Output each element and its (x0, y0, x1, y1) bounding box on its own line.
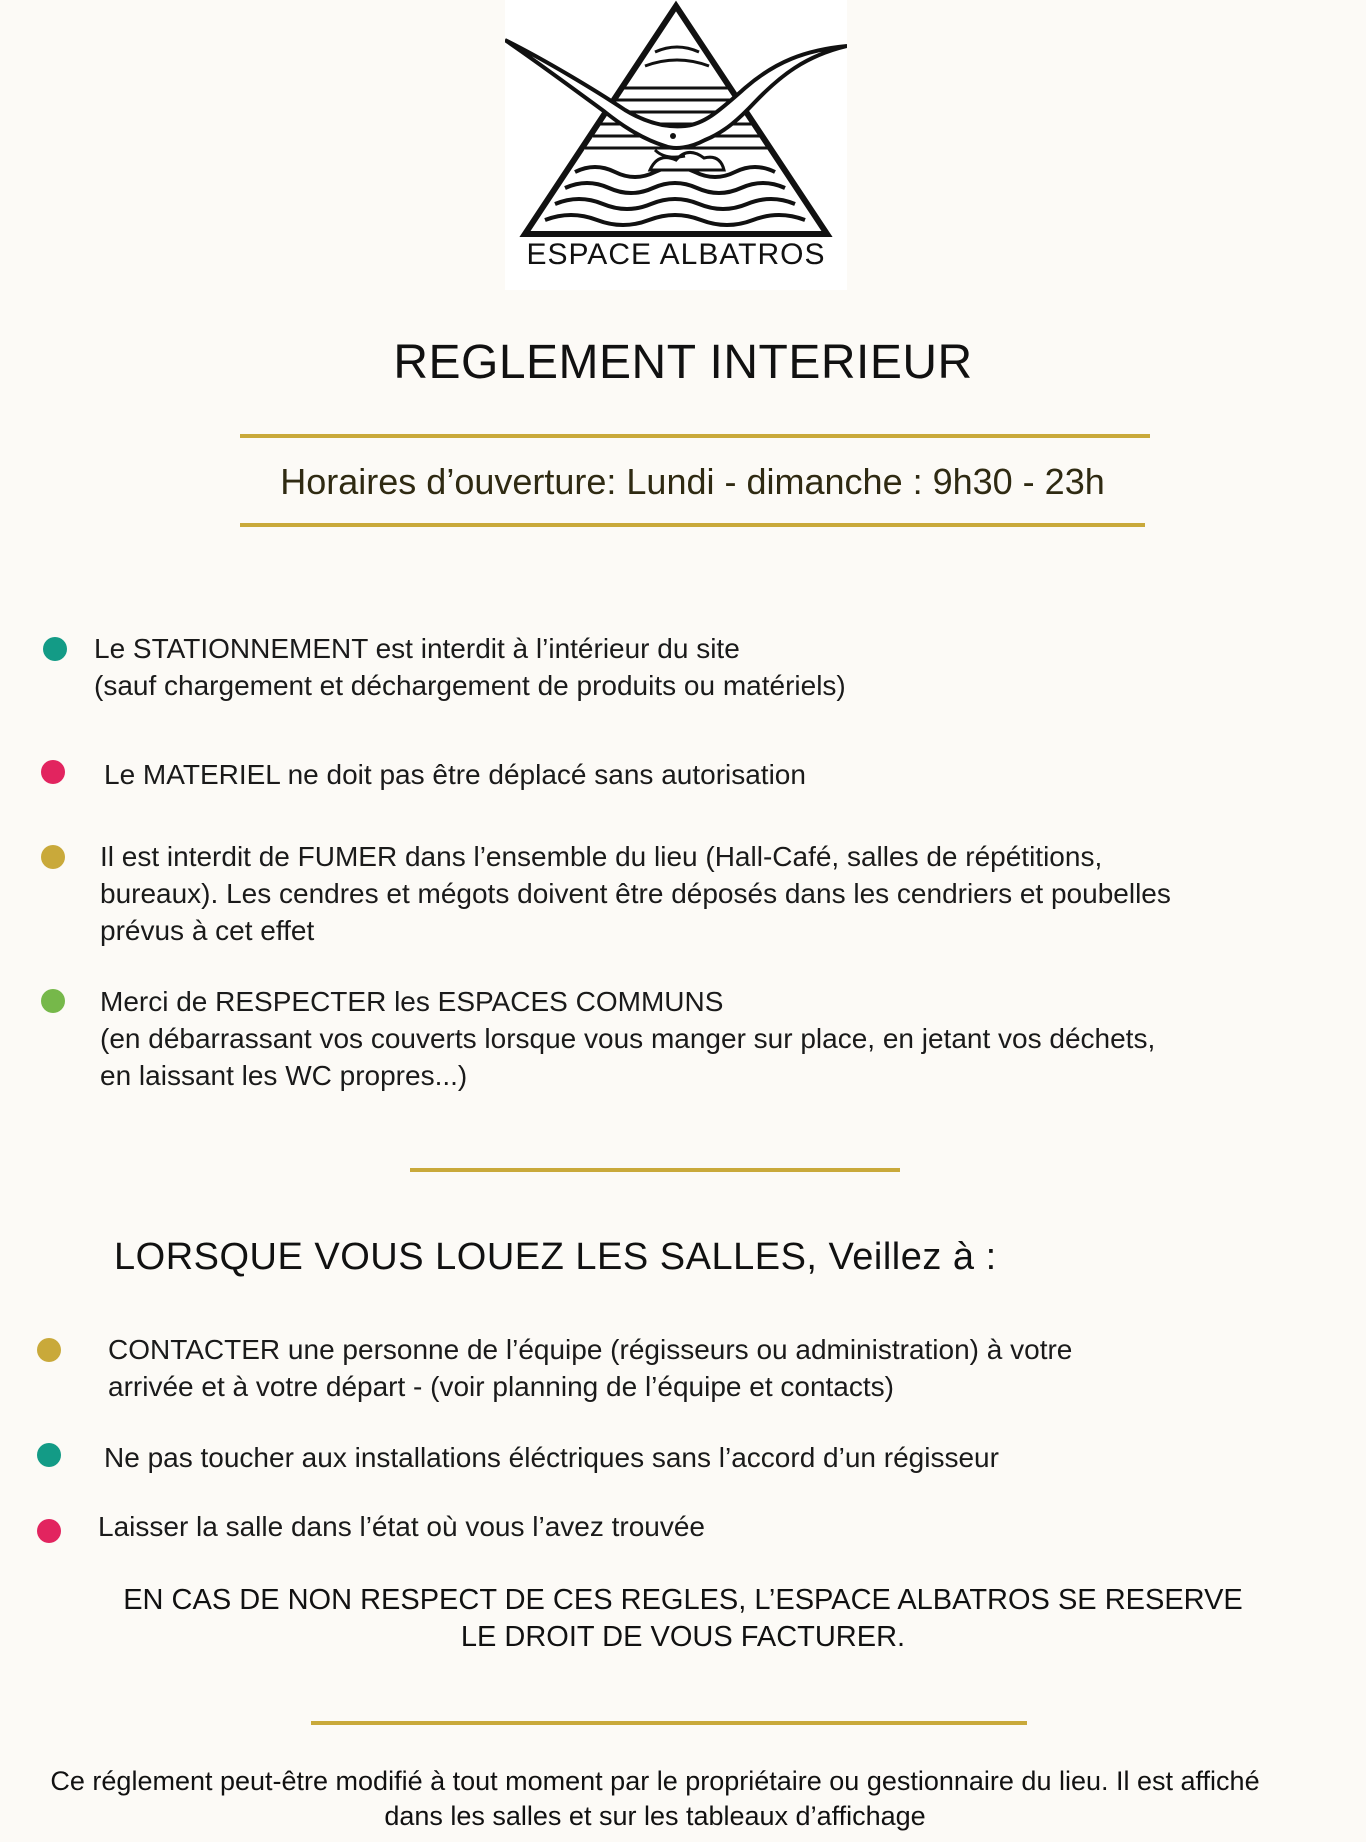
bullet-dot (41, 989, 65, 1013)
bullet-dot (37, 1338, 61, 1362)
warning-line: LE DROIT DE VOUS FACTURER. (460, 1621, 906, 1653)
hours-top-rule (240, 434, 1150, 438)
albatros-triangle-logo-icon (505, 0, 847, 240)
rule-line: arrivée et à votre départ - (voir planning de l’équipe et contacts) (108, 1371, 894, 1402)
rule-smoking (100, 838, 1171, 949)
rule-material (104, 756, 806, 793)
rule-line: prévus à cet effet (100, 915, 315, 946)
rule-line: (sauf chargement et déchargement de produits ou matériels) (94, 670, 846, 701)
footer-line: Ce réglement peut-être modifié à tout moment par le propriétaire ou gestionnaire du lieu. Il est affiché (50, 1766, 1260, 1796)
rule-line: Laisser la salle dans l’état où vous l’avez trouvée (98, 1511, 706, 1542)
rental-heading: LORSQUE VOUS LOUEZ LES SALLES, Veillez à : (114, 1236, 997, 1278)
rule-line: Il est interdit de FUMER dans l’ensemble du lieu (Hall-Café, salles de répétitions, (100, 841, 1103, 872)
rental-rule-room (98, 1508, 705, 1545)
section-divider (410, 1168, 900, 1172)
hours-bottom-rule (240, 523, 1145, 527)
bullet-dot (41, 845, 65, 869)
footer-note (0, 1764, 1310, 1834)
warning-line: EN CAS DE NON RESPECT DE CES REGLES, L’ESPACE ALBATROS SE RESERVE (123, 1584, 1243, 1616)
rental-rule-contact (108, 1331, 1072, 1405)
footer-line: dans les salles et sur les tableaux d’affichage (384, 1801, 926, 1831)
rule-line: Ne pas toucher aux installations éléctriques sans l’accord d’un régisseur (104, 1442, 999, 1473)
logo-name: ESPACE ALBATROS (526, 238, 826, 271)
rule-line: bureaux). Les cendres et mégots doivent être déposés dans les cendriers et poubelles (100, 878, 1171, 909)
rule-line: Merci de RESPECTER les ESPACES COMMUNS (100, 986, 724, 1017)
logo (505, 0, 847, 290)
footer-divider (311, 1721, 1027, 1725)
rule-common-spaces (100, 983, 1155, 1094)
warning-notice (0, 1582, 1366, 1656)
rule-line: Le MATERIEL ne doit pas être déplacé sans autorisation (104, 759, 806, 790)
page-title: REGLEMENT INTERIEUR (393, 336, 973, 389)
bullet-dot (37, 1519, 61, 1543)
rule-line: CONTACTER une personne de l’équipe (régisseurs ou administration) à votre (108, 1334, 1073, 1365)
rental-rule-electric (104, 1439, 999, 1476)
rule-line: Le STATIONNEMENT est interdit à l’intérieur du site (94, 633, 740, 664)
rule-parking (94, 630, 846, 704)
rule-line: en laissant les WC propres...) (100, 1060, 468, 1091)
bullet-dot (37, 1443, 61, 1467)
bullet-dot (43, 637, 67, 661)
opening-hours: Horaires d’ouverture: Lundi - dimanche : 9h30 - 23h (280, 461, 1105, 502)
rule-line: (en débarrassant vos couverts lorsque vous manger sur place, en jetant vos déchets, (100, 1023, 1156, 1054)
bullet-dot (41, 760, 65, 784)
